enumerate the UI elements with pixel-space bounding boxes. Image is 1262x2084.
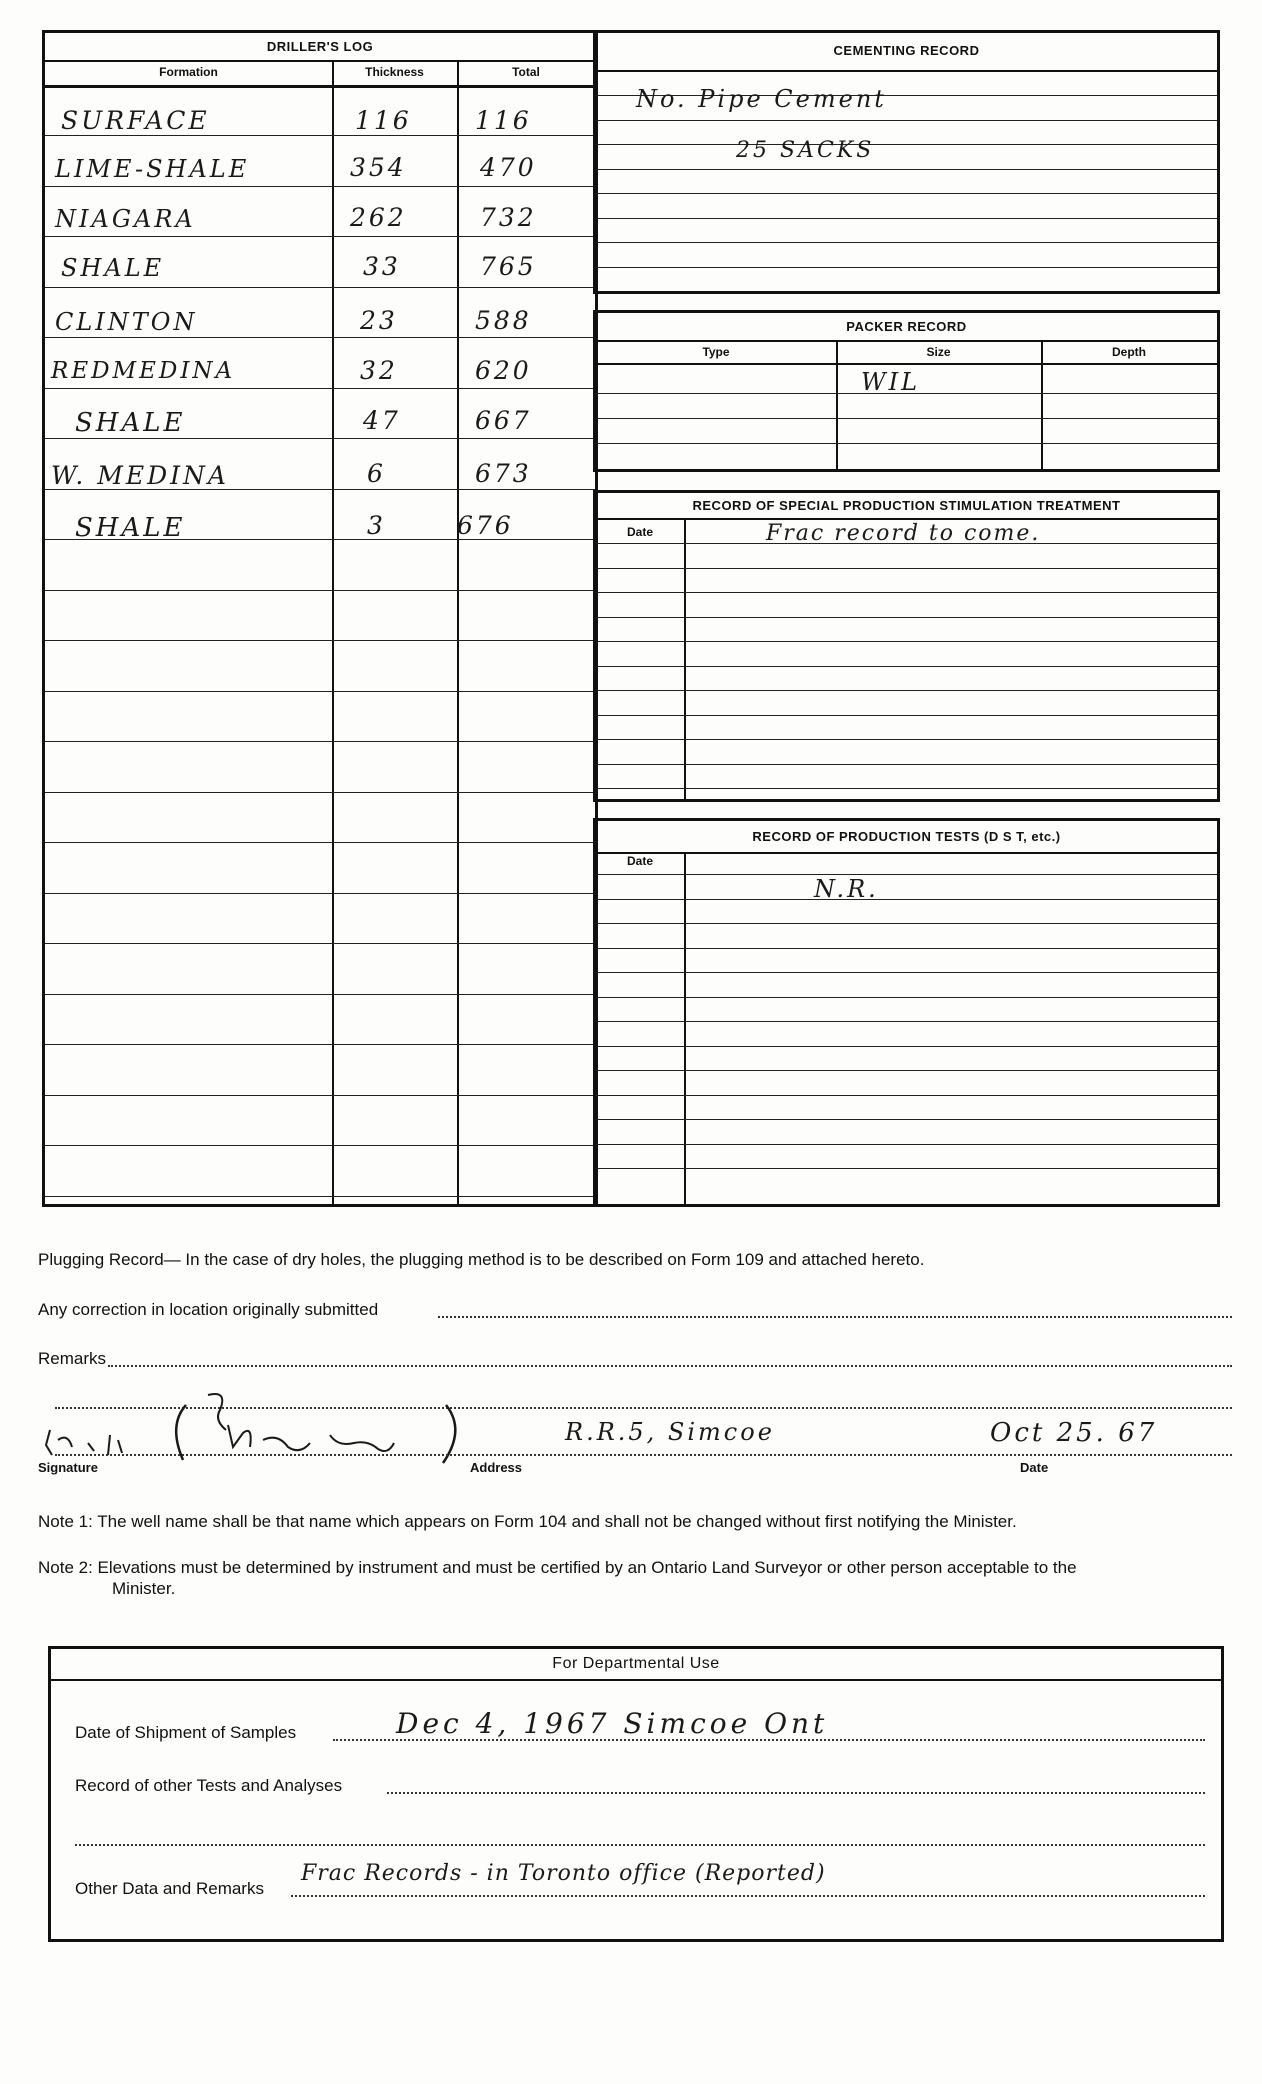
rule-line — [596, 1095, 1217, 1096]
production-tests-table — [593, 818, 1220, 1207]
log-row-7-formation: SHALE — [75, 408, 186, 438]
packer-col-type: Type — [702, 345, 730, 359]
log-row-8-formation: W. MEDINA — [51, 461, 229, 490]
rule-line — [596, 972, 1217, 973]
stimulation-treatment-table — [593, 490, 1220, 802]
other-data-field[interactable] — [291, 1895, 1205, 1897]
cementing-record-table — [593, 30, 1220, 294]
rule-line — [45, 1095, 595, 1096]
log-row-8-total: 673 — [475, 459, 532, 488]
rule-line — [596, 144, 1217, 145]
rule-line — [45, 236, 595, 237]
log-row-3-formation: NIAGARA — [55, 205, 196, 233]
rule-line — [596, 592, 1217, 593]
rule-line — [45, 337, 595, 338]
plugging-text: — In the case of dry holes, the plugging method is to be described on Form 109 and attached hereto. — [163, 1250, 925, 1269]
note-2-label: Note 2: — [38, 1558, 93, 1577]
rule-line — [596, 899, 1217, 900]
log-row-5-total: 588 — [475, 306, 532, 335]
production-tests-title: RECORD OF PRODUCTION TESTS — [752, 829, 980, 844]
note-1-label: Note 1: — [38, 1512, 93, 1531]
drillers-log-table — [42, 30, 598, 1207]
rule-line — [596, 923, 1217, 924]
log-row-1-formation: SURFACE — [61, 106, 210, 135]
rule-line — [596, 120, 1217, 121]
rule-line — [45, 741, 595, 742]
log-row-4-thickness: 33 — [363, 252, 401, 281]
rule-line — [596, 997, 1217, 998]
note-1 — [38, 1512, 1017, 1532]
log-row-9-total: 676 — [457, 511, 514, 540]
rule-line — [45, 438, 595, 439]
packer-size-entry: WIL — [861, 368, 921, 396]
rule-line — [45, 691, 595, 692]
packer-record-table — [593, 310, 1220, 472]
rule-line — [596, 1046, 1217, 1047]
packer-record-title: PACKER RECORD — [846, 319, 967, 334]
rule-line — [596, 948, 1217, 949]
rule-line — [45, 388, 595, 389]
shipment-value: Dec 4, 1967 Simcoe Ont — [396, 1707, 829, 1740]
cementing-record-title: CEMENTING RECORD — [833, 43, 980, 58]
remarks-field-2[interactable] — [55, 1407, 1232, 1409]
rule-line — [596, 1021, 1217, 1022]
plugging-label: Plugging Record — [38, 1250, 164, 1269]
rule-line — [45, 186, 595, 187]
log-row-9-thickness: 3 — [367, 511, 386, 540]
plugging-record — [38, 1250, 924, 1270]
log-row-9-formation: SHALE — [75, 513, 186, 543]
rule-line — [45, 792, 595, 793]
log-row-5-formation: CLINTON — [55, 308, 198, 336]
remarks-label: Remarks — [38, 1349, 107, 1368]
log-row-6-thickness: 32 — [360, 356, 398, 385]
note-2-continued: Minister. — [112, 1579, 176, 1598]
rule-line — [45, 135, 595, 136]
rule-line — [596, 568, 1217, 569]
shipment-label: Date of Shipment of Samples — [75, 1723, 297, 1742]
rule-line — [45, 994, 595, 995]
rule-line — [596, 690, 1217, 691]
rule-line — [45, 893, 595, 894]
log-row-3-thickness: 262 — [350, 203, 407, 232]
log-row-7-total: 667 — [475, 406, 532, 435]
rule-line — [45, 590, 595, 591]
other-tests-label: Record of other Tests and Analyses — [75, 1776, 343, 1795]
signature-image — [38, 1385, 478, 1465]
rule-line — [45, 1196, 595, 1197]
departmental-title: For Departmental Use — [552, 1655, 720, 1672]
log-row-6-formation: REDMEDINA — [51, 358, 236, 384]
production-tests-entry: N.R. — [814, 875, 879, 903]
rule-line — [45, 640, 595, 641]
rule-line — [596, 617, 1217, 618]
log-row-1-total: 116 — [475, 106, 532, 135]
note-1-text: The well name shall be that name which appears on Form 104 and shall not be changed without first notifying the Minister. — [97, 1512, 1017, 1531]
rule-line — [45, 1145, 595, 1146]
other-tests-field[interactable] — [387, 1792, 1205, 1794]
other-tests-field-2[interactable] — [75, 1844, 1205, 1846]
rule-line — [45, 943, 595, 944]
col-thickness: Thickness — [365, 65, 424, 79]
date-label: Date — [1020, 1460, 1049, 1475]
col-formation: Formation — [159, 65, 218, 79]
stimulation-date-label: Date — [626, 525, 653, 539]
note-2 — [38, 1558, 1077, 1578]
cementing-entry-1: No. Pipe Cement — [636, 85, 887, 113]
rule-line — [596, 874, 1217, 875]
log-row-6-total: 620 — [475, 356, 532, 385]
rule-line — [596, 764, 1217, 765]
production-tests-title-suffix: (D S T, etc.) — [984, 829, 1061, 844]
signature-line[interactable] — [55, 1454, 1232, 1456]
packer-col-size: Size — [926, 345, 951, 359]
drillers-log-title: DRILLER'S LOG — [266, 39, 374, 54]
departmental-use-box — [48, 1646, 1224, 1942]
stimulation-title: RECORD OF SPECIAL PRODUCTION STIMULATION TREATMENT — [692, 498, 1121, 513]
rule-line — [596, 788, 1217, 789]
rule-line — [596, 739, 1217, 740]
rule-line — [45, 842, 595, 843]
date-value: Oct 25. 67 — [990, 1418, 1158, 1448]
col-total: Total — [512, 65, 540, 79]
correction-label: Any correction in location originally submitted — [38, 1300, 379, 1319]
other-data-label: Other Data and Remarks — [75, 1879, 264, 1898]
log-row-4-total: 765 — [480, 252, 537, 281]
rule-line — [596, 641, 1217, 642]
other-data-value: Frac Records - in Toronto office (Reported) — [301, 1861, 826, 1886]
log-row-1-thickness: 116 — [355, 106, 412, 135]
log-row-8-thickness: 6 — [367, 459, 386, 488]
log-row-2-thickness: 354 — [350, 153, 407, 182]
log-row-2-total: 470 — [480, 153, 537, 182]
packer-col-depth: Depth — [1112, 345, 1146, 359]
remarks-field[interactable] — [108, 1365, 1232, 1367]
rule-line — [45, 1044, 595, 1045]
address-value: R.R.5, Simcoe — [565, 1418, 775, 1446]
rule-line — [596, 715, 1217, 716]
note-2-text: Elevations must be determined by instrument and must be certified by an Ontario Land Surveyor or other person acceptable to the — [97, 1558, 1077, 1577]
log-row-2-formation: LIME-SHALE — [55, 155, 250, 183]
rule-line — [596, 242, 1217, 243]
rule-line — [596, 1070, 1217, 1071]
address-label: Address — [470, 1460, 523, 1475]
signature-label: Signature — [38, 1460, 98, 1475]
cementing-entry-2: 25 SACKS — [736, 138, 875, 163]
rule-line — [596, 1119, 1217, 1120]
rule-line — [45, 287, 595, 288]
rule-line — [596, 169, 1217, 170]
log-row-4-formation: SHALE — [61, 254, 165, 282]
production-date-label: Date — [626, 854, 653, 868]
rule-line — [596, 666, 1217, 667]
rule-line — [596, 1168, 1217, 1169]
rule-line — [596, 193, 1217, 194]
stimulation-entry: Frac record to come. — [766, 521, 1041, 546]
log-row-5-thickness: 23 — [360, 306, 398, 335]
log-row-3-total: 732 — [480, 203, 537, 232]
correction-field[interactable] — [438, 1316, 1232, 1318]
rule-line — [596, 218, 1217, 219]
rule-line — [596, 1144, 1217, 1145]
rule-line — [596, 267, 1217, 268]
log-row-7-thickness: 47 — [363, 406, 401, 435]
